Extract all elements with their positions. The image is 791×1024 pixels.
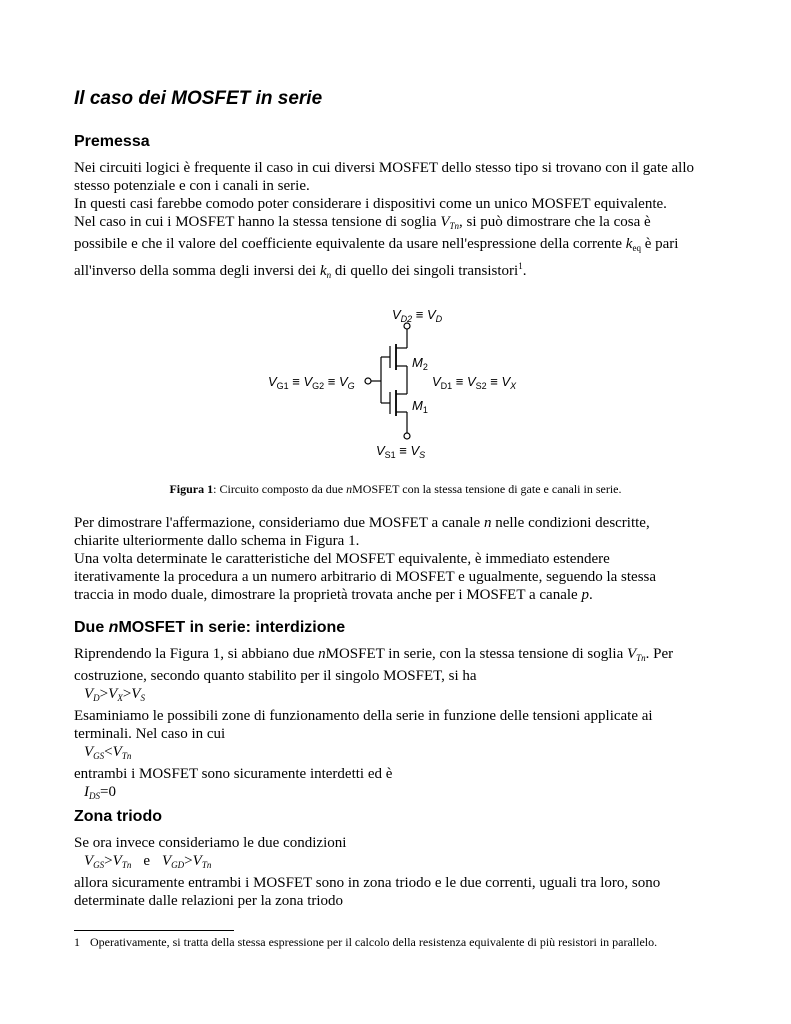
text-line: In questi casi farebbe comodo poter considerare i dispositivi come un unico MOSFET equivalente. — [74, 196, 667, 212]
paragraph-intro — [74, 514, 724, 604]
equation-triodo-conditions: $V_{GS}>V_{Tn}$ e $V_{GD}>V_{Tn}$ — [84, 853, 212, 870]
text-line: stesso potenziale e con i canali in serie. — [74, 178, 310, 194]
text-line: Una volta determinate le caratteristiche del MOSFET equivalente, è immediato estendere — [74, 551, 610, 567]
paragraph-triodo — [74, 834, 724, 910]
text-line: chiarite ulteriormente dallo schema in Figura 1. — [74, 533, 360, 549]
section-heading-triodo: Zona triodo — [74, 808, 162, 825]
label-middle-node: $V_{D1} \equiv V_{S2} \equiv V_X$ — [432, 374, 517, 391]
footnote-number: 1 — [74, 935, 80, 949]
footnote-text: Operativamente, si tratta della stessa espressione per il calcolo della resistenza equivalente di più resistori in parallelo. — [90, 935, 658, 949]
text-line: Nei circuiti logici è frequente il caso in cui diversi MOSFET dello stesso tipo si trovano con il gate allo — [74, 160, 695, 176]
text-line: allora sicuramente entrambi i MOSFET sono in zona triodo e le due correnti, uguali tra loro, sono — [74, 875, 661, 891]
equation-ids-zero: $I_{DS}=0$ — [84, 784, 116, 801]
footnote-divider — [74, 930, 234, 931]
paragraph-interdizione — [74, 645, 724, 805]
text-line: determinate dalle relazioni per la zona triodo — [74, 893, 344, 909]
text-line: Nel caso in cui i MOSFET hanno la stessa tensione di soglia $V_{Tn}$, si può dimostrare che la cosa è — [74, 214, 651, 231]
label-source: $V_{S1} \equiv V_S$ — [376, 443, 426, 460]
text-line: possibile e che il valore del coefficiente equivalente da usare nell'espressione della corrente $k_{eq}$ è pari — [74, 236, 679, 253]
figure-caption: Figura 1: Circuito composto da due nMOSFET con la stessa tensione di gate e canali in serie. — [169, 482, 622, 496]
page-title: Il caso dei MOSFET in serie — [74, 88, 323, 109]
text-line: terminali. Nel caso in cui — [74, 726, 226, 742]
text-line: all'inverso della somma degli inversi dei $k_n$ di quello dei singoli transistori$^1$. — [74, 261, 527, 280]
footnote-ref[interactable]: 1 — [518, 261, 523, 271]
text-line: iterativamente la procedura a un numero arbitrario di MOSFET e ugualmente, seguendo la stessa — [74, 569, 657, 585]
gate-terminal — [365, 378, 371, 384]
footnote — [74, 935, 657, 950]
text-line: costruzione, secondo quanto stabilito per il singolo MOSFET, si ha — [74, 668, 477, 684]
text-line: Se ora invece consideriamo le due condizioni — [74, 835, 347, 851]
source-terminal — [404, 433, 410, 439]
mosfet-series-schematic — [0, 300, 791, 470]
text-line: entrambi i MOSFET sono sicuramente interdetti ed è — [74, 766, 393, 782]
label-drain: $V_{D2} \equiv V_D$ — [392, 307, 443, 324]
equation-vgs-lt-vtn: $V_{GS}<V_{Tn}$ — [84, 744, 132, 761]
label-m2: $M_2$ — [412, 355, 428, 372]
section-heading-premessa: Premessa — [74, 133, 150, 150]
text-line: Riprendendo la Figura 1, si abbiano due nMOSFET in serie, con la stessa tensione di soglia $V_{Tn}$. Per — [74, 646, 674, 663]
text-line: Per dimostrare l'affermazione, consideriamo due MOSFET a canale n nelle condizioni descritte, — [74, 515, 650, 531]
label-m1: $M_1$ — [412, 398, 428, 415]
equation-vd-vx-vs: $V_D>V_X>V_S$ — [84, 686, 145, 703]
text-line: Esaminiamo le possibili zone di funzionamento della serie in funzione delle tensioni applicate ai — [74, 708, 653, 724]
paragraph-premessa — [74, 159, 724, 284]
text-line: traccia in modo duale, dimostrare la proprietà trovata anche per i MOSFET a canale p. — [74, 587, 593, 603]
section-heading-interdizione: Due nMOSFET in serie: interdizione — [74, 619, 346, 636]
label-gate: $V_{G1} \equiv V_{G2} \equiv V_G$ — [268, 374, 355, 391]
